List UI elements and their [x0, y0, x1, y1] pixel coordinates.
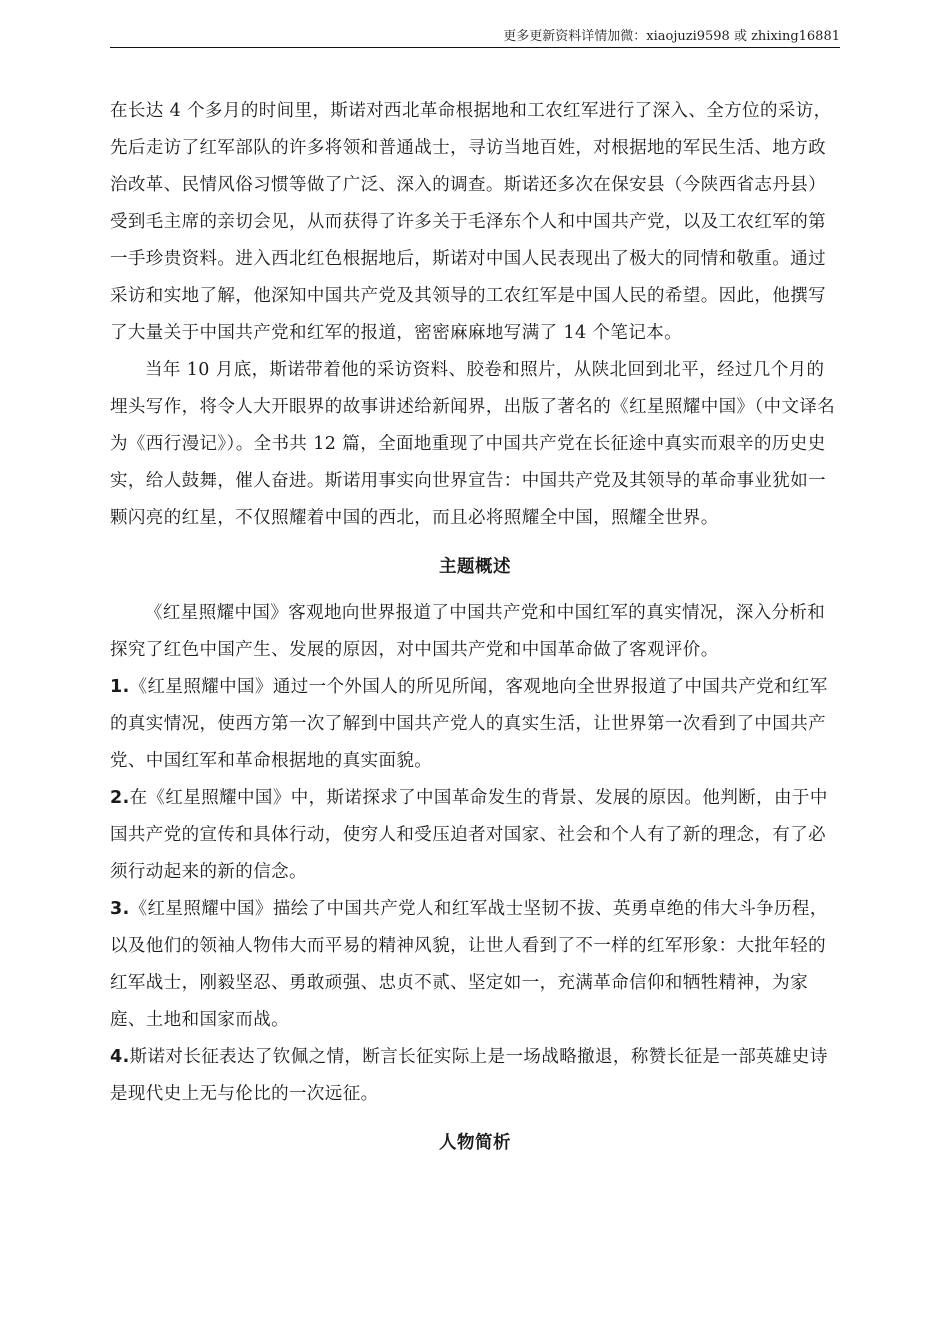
point-number: 3.: [110, 899, 130, 919]
section-title-characters: 人物简析: [439, 1133, 511, 1153]
theme-point-3: [110, 891, 840, 1039]
point-number: 4.: [110, 1047, 130, 1067]
point-text: 《红星照耀中国》通过一个外国人的所见所闻，客观地向全世界报道了中国共产党和红军的真实情况，使西方第一次了解到中国共产党人的真实生活，让世界第一次看到了中国共产党、中国红军和革命根据地的真实面貌。: [110, 677, 828, 771]
point-text: 在《红星照耀中国》中，斯诺探求了中国革命发生的背景、发展的原因。他判断，由于中国共产党的宣传和具体行动，使穷人和受压迫者对国家、社会和个人有了新的理念，有了必须行动起来的新的信念。: [110, 788, 828, 882]
theme-point-4: [110, 1039, 840, 1113]
point-text: 《红星照耀中国》描绘了中国共产党人和红军战士坚韧不拔、英勇卓绝的伟大斗争历程，以及他们的领袖人物伟大而平易的精神风貌，让世人看到了不一样的红军形象：大批年轻的红军战士，刚毅坚忍、勇敢顽强、忠贞不贰、坚定如一，充满革命信仰和牺牲精神，为家庭、土地和国家而战。: [110, 899, 828, 1030]
header-divider: [110, 47, 840, 48]
theme-intro-paragraph: 《红星照耀中国》客观地向世界报道了中国共产党和中国红军的真实情况，深入分析和探究了红色中国产生、发展的原因，对中国共产党和中国革命做了客观评价。: [110, 603, 826, 660]
intro-paragraph-1: 在长达 4 个多月的时间里，斯诺对西北革命根据地和工农红军进行了深入、全方位的采访，先后走访了红军部队的许多将领和普通战士，寻访当地百姓，对根据地的军民生活、地方政治改革、民情风俗习惯等做了广泛、深入的调查。斯诺还多次在保安县（今陕西省志丹县）受到毛主席的亲切会见，从而获得了许多关于毛泽东个人和中国共产党，以及工农红军的第一手珍贵资料。进入西北红色根据地后，斯诺对中国人民表现出了极大的同情和敬重。通过采访和实地了解，他深知中国共产党及其领导的工农红军是中国人民的希望。因此，他撰写了大量关于中国共产党和红军的报道，密密麻麻地写满了 14 个笔记本。: [110, 101, 832, 343]
section-title-theme: 主题概述: [439, 557, 511, 577]
body-text: [110, 93, 840, 1171]
theme-point-2: [110, 780, 840, 891]
theme-point-1: [110, 669, 840, 780]
point-text: 斯诺对长征表达了钦佩之情，断言长征实际上是一场战略撤退，称赞长征是一部英雄史诗是现代史上无与伦比的一次远征。: [110, 1047, 828, 1104]
point-number: 1.: [110, 677, 130, 697]
intro-paragraph-2: 当年 10 月底，斯诺带着他的采访资料、胶卷和照片，从陕北回到北平，经过几个月的埋头写作，将令人大开眼界的故事讲述给新闻界，出版了著名的《红星照耀中国》（中文译名为《西行漫记》）。全书共 12 篇，全面地重现了中国共产党在长征途中真实而艰辛的历史史实，给人鼓舞，催人奋进。斯诺用事实向世界宣告：中国共产党及其领导的革命事业犹如一颗闪亮的红星，不仅照耀着中国的西北，而且必将照耀全中国，照耀全世界。: [110, 360, 836, 528]
point-number: 2.: [110, 788, 130, 808]
page-header: 更多更新资料详情加微：xiaojuzi9598 或 zhixing16881: [503, 29, 840, 44]
